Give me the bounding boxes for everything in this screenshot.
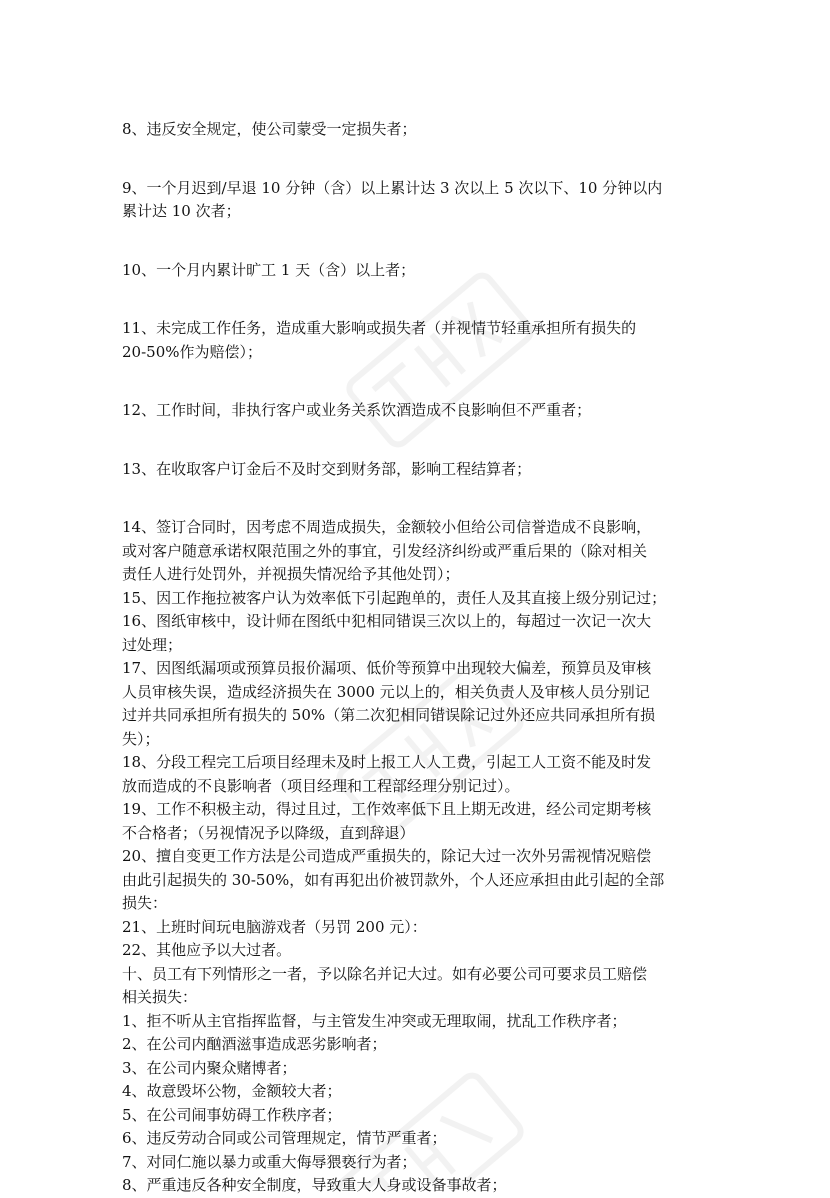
text-line: 由此引起损失的 30-50%，如有再犯出价被罚款外，个人还应承担由此引起的全部 — [122, 870, 665, 889]
dismissal-item-1 — [122, 1010, 722, 1034]
text-line: 十、员工有下列情形之一者，予以除名并记大过。如有必要公司可要求员工赔偿 — [122, 964, 648, 983]
text-line: 19、工作不积极主动，得过且过，工作效率低下且上期无改进，经公司定期考核 — [122, 800, 652, 818]
text-line: 损失： — [122, 894, 168, 912]
paragraph-gap — [122, 224, 722, 259]
text-line: 不合格者；（另视情况予以降级，直到辞退） — [122, 823, 415, 842]
text-line: 责任人进行处罚外，并视损失情况给予其他处罚）； — [122, 565, 460, 583]
text-line: 7、对同仁施以暴力或重大侮辱猥亵行为者； — [122, 1152, 417, 1171]
text-line: 过处理； — [122, 635, 183, 654]
paragraph-gap — [122, 364, 722, 399]
text-line: 17、因图纸漏项或预算员报价漏项、低价等预算中出现较大偏差，预算员及审核 — [122, 659, 652, 677]
text-line: 过并共同承担所有损失的 50%（第二次犯相同错误除记过外还应共同承担所有损 — [122, 706, 656, 724]
clause-15 — [122, 587, 722, 611]
clause-12 — [122, 399, 722, 423]
dismissal-item-8 — [122, 1174, 722, 1198]
clause-21 — [122, 916, 722, 940]
clause-17 — [122, 657, 722, 751]
text-line: 11、未完成工作任务，造成重大影响或损失者（并视情节轻重承担所有损失的 — [122, 319, 637, 337]
text-line: 或对客户随意承诺权限范围之外的事宜，引发经济纠纷或严重后果的（除对相关 — [122, 541, 648, 560]
text-line: 8、严重违反各种安全制度，导致重大人身或设备事故者； — [122, 1176, 507, 1194]
clause-16 — [122, 610, 722, 657]
text-line: 18、分段工程完工后项目经理未及时上报工人人工费，引起工人工资不能及时发 — [122, 753, 652, 771]
text-line: 14、签订合同时，因考虑不周造成损失，金额较小但给公司信誉造成不良影响， — [122, 518, 652, 536]
text-line: 15、因工作拖拉被客户认为效率低下引起跑单的，责任人及其直接上级分别记过； — [122, 588, 667, 607]
dismissal-item-6 — [122, 1127, 722, 1151]
dismissal-item-7 — [122, 1151, 722, 1175]
text-line: 6、违反劳动合同或公司管理规定，情节严重者； — [122, 1129, 447, 1147]
text-line: 1、拒不听从主官指挥监督，与主管发生冲突或无理取闹，扰乱工作秩序者； — [122, 1011, 627, 1030]
paragraph-gap — [122, 481, 722, 516]
document-body — [122, 118, 722, 1198]
text-line: 20、擅自变更工作方法是公司造成严重损失的，除记大过一次外另需视情况赔偿 — [122, 847, 652, 865]
clause-22 — [122, 939, 722, 963]
text-line: 相关损失： — [122, 988, 198, 1006]
section-10-heading — [122, 963, 722, 1010]
text-line: 累计达 10 次者； — [122, 202, 241, 220]
text-line: 22、其他应予以大过者。 — [122, 941, 292, 959]
dismissal-item-3 — [122, 1057, 722, 1081]
text-line: 失）； — [122, 729, 160, 748]
text-line: 9、一个月迟到/早退 10 分钟（含）以上累计达 3 次以上 5 次以下、10 分钟以内 — [122, 178, 663, 197]
text-line: 13、在收取客户订金后不及时交到财务部，影响工程结算者； — [122, 459, 532, 478]
text-line: 8、违反安全规定，使公司蒙受一定损失者； — [122, 120, 417, 138]
text-line: 5、在公司闹事妨碍工作秩序者； — [122, 1105, 342, 1124]
text-line: 12、工作时间，非执行客户或业务关系饮酒造成不良影响但不严重者； — [122, 401, 592, 419]
text-line: 20-50%作为赔偿）； — [122, 342, 262, 361]
text-line: 4、故意毁坏公物，金额较大者； — [122, 1082, 342, 1100]
clause-10 — [122, 259, 722, 283]
text-line: 16、图纸审核中，设计师在图纸中犯相同错误三次以上的，每超过一次记一次大 — [122, 612, 652, 630]
clause-14 — [122, 516, 722, 587]
clause-18 — [122, 751, 722, 798]
clause-19 — [122, 798, 722, 845]
text-line: 3、在公司内聚众赌博者； — [122, 1058, 297, 1077]
text-line: 10、一个月内累计旷工 1 天（含）以上者； — [122, 260, 416, 279]
text-line: 人员审核失误，造成经济损失在 3000 元以上的，相关负责人及审核人员分别记 — [122, 682, 650, 701]
clause-9 — [122, 177, 722, 224]
text-line: 21、上班时间玩电脑游戏者（另罚 200 元）： — [122, 917, 427, 936]
paragraph-gap — [122, 282, 722, 317]
dismissal-item-4 — [122, 1080, 722, 1104]
dismissal-item-2 — [122, 1033, 722, 1057]
paragraph-gap — [122, 423, 722, 458]
clause-11 — [122, 317, 722, 364]
clause-13 — [122, 458, 722, 482]
text-line: 放而造成的不良影响者（项目经理和工程部经理分别记过）。 — [122, 776, 520, 795]
text-line: 2、在公司内酗酒滋事造成恶劣影响者； — [122, 1035, 387, 1053]
dismissal-item-5 — [122, 1104, 722, 1128]
clause-20 — [122, 845, 722, 916]
clause-8 — [122, 118, 722, 142]
paragraph-gap — [122, 142, 722, 177]
